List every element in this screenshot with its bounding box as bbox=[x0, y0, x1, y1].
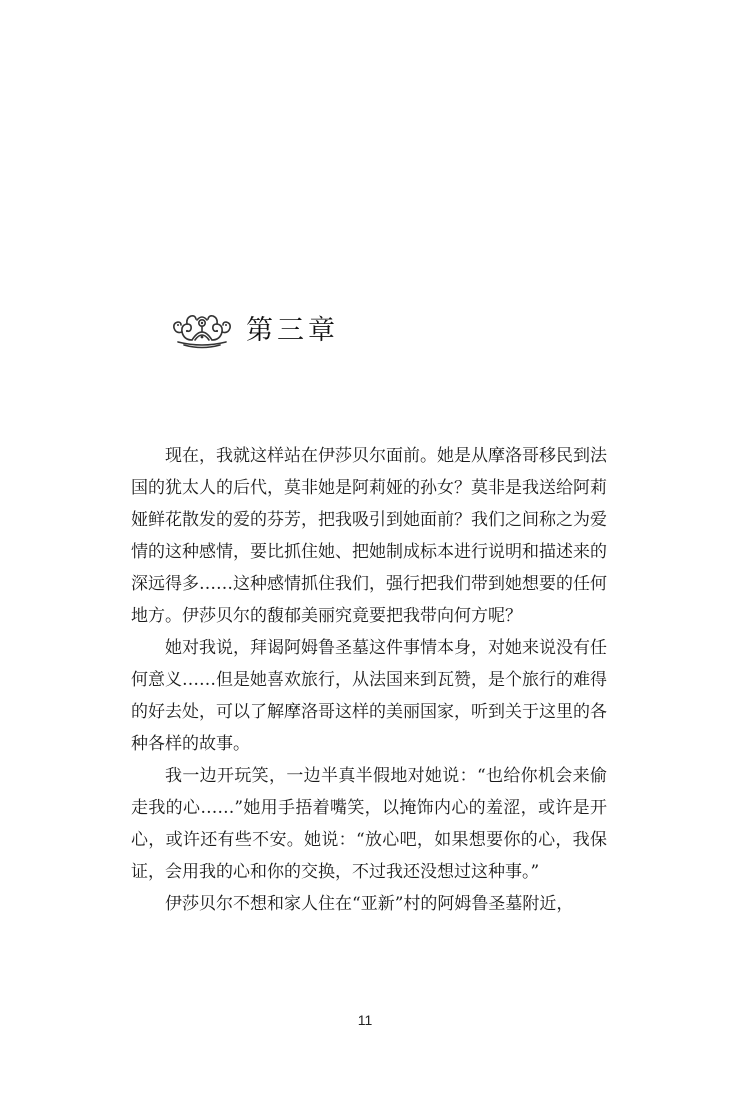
paragraph-4: 伊莎贝尔不想和家人住在“亚新”村的阿姆鲁圣墓附近， bbox=[165, 894, 574, 914]
paragraph-3: 我一边开玩笑，一边半真半假地对她说：“也给你机会来偷走我的心……”她用手捂着嘴笑，以掩饰内心的羞涩，或许是开心，或许还有些不安。她说：“放心吧，如果想要你的心，我保证，会用我的心和你的交换，不过我还没想过这种事。” bbox=[131, 766, 607, 882]
paragraph-2: 她对我说，拜谒阿姆鲁圣墓这件事情本身，对她来说没有任何意义……但是她喜欢旅行，从法国来到瓦赞，是个旅行的难得的好去处，可以了解摩洛哥这样的美丽国家，听到关于这里的各种各样的故事。 bbox=[131, 638, 607, 754]
chapter-heading bbox=[170, 308, 339, 352]
chapter-title: 第三章 bbox=[246, 314, 339, 346]
paragraph-1: 现在，我就这样站在伊莎贝尔面前。她是从摩洛哥移民到法国的犹太人的后代，莫非她是阿莉娅的孙女？莫非是我送给阿莉娅鲜花散发的爱的芬芳，把我吸引到她面前？我们之间称之为爱情的这种感情，要比抓住她、把她制成标本进行说明和描述来的深远得多……这种感情抓住我们，强行把我们带到她想要的任何地方。伊莎贝尔的馥郁美丽究竟要把我带向何方呢？ bbox=[131, 446, 607, 626]
floral-scroll-icon bbox=[170, 310, 234, 350]
page-number: 11 bbox=[357, 1012, 373, 1028]
chapter-body bbox=[131, 440, 607, 920]
